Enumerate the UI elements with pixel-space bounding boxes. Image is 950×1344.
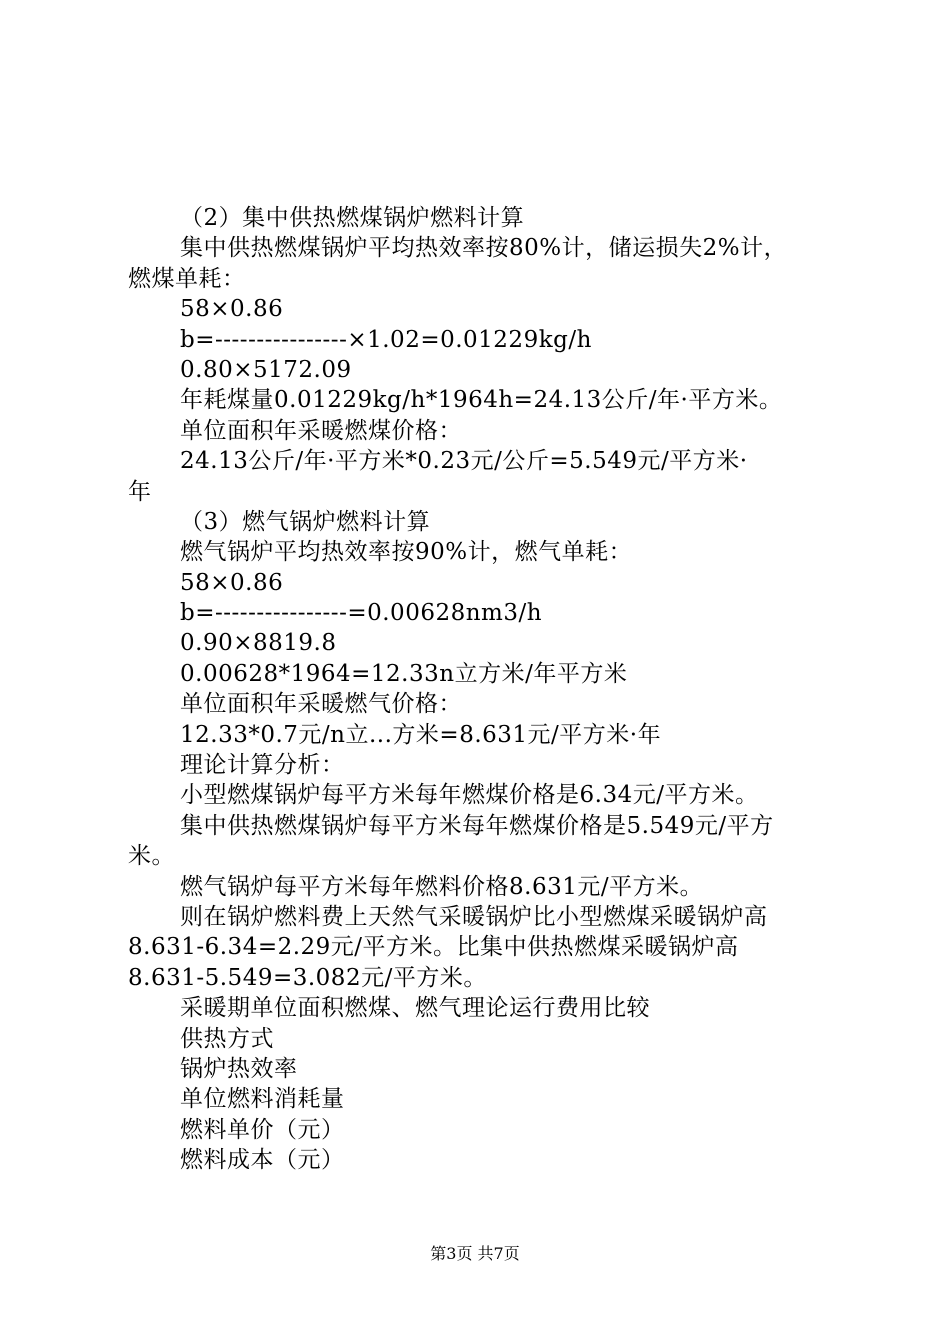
- paragraph-line: 0.00628*1964=12.33n立方米/年平方米: [180, 660, 628, 687]
- table-header-cell: 燃料成本（元）: [180, 1147, 345, 1174]
- formula-denominator: 0.80×5172.09: [180, 356, 352, 383]
- table-caption: 采暖期单位面积燃煤、燃气理论运行费用比较: [180, 995, 650, 1022]
- paragraph-line: 燃气锅炉每平方米每年燃料价格8.631元/平方米。: [180, 873, 704, 900]
- paragraph-line: 8.631-6.34=2.29元/平方米。比集中供热燃煤采暖锅炉高: [128, 934, 739, 961]
- document-body: [128, 203, 833, 1176]
- formula-line: b=----------------=0.00628nm3/h: [180, 600, 543, 627]
- paragraph-line: 集中供热燃煤锅炉每平方米每年燃煤价格是5.549元/平方: [180, 812, 774, 839]
- table-header-cell: 单位燃料消耗量: [180, 1086, 345, 1113]
- page-footer: 第3页 共7页: [430, 1244, 520, 1263]
- heading-analysis: 理论计算分析：: [180, 752, 345, 779]
- formula-line: b=----------------×1.02=0.01229kg/h: [180, 326, 592, 353]
- table-header-cell: 燃料单价（元）: [180, 1116, 345, 1143]
- paragraph-line: 12.33*0.7元/n立...方米=8.631元/平方米·年: [180, 721, 662, 748]
- paragraph-line: 单位面积年采暖燃气价格：: [180, 691, 462, 718]
- paragraph-line: 集中供热燃煤锅炉平均热效率按80%计，储运损失2%计，: [180, 235, 788, 262]
- formula-denominator: 0.90×8819.8: [180, 630, 337, 657]
- paragraph-line: 小型燃煤锅炉每平方米每年燃煤价格是6.34元/平方米。: [180, 782, 759, 809]
- table-header-cell: 锅炉热效率: [180, 1055, 298, 1082]
- paragraph-line: 24.13公斤/年·平方米*0.23元/公斤=5.549元/平方米·: [180, 448, 748, 475]
- paragraph-line: 米。: [128, 843, 175, 870]
- formula-numerator: 58×0.86: [180, 296, 284, 323]
- paragraph-line: 年: [128, 478, 152, 505]
- heading-gas: （3）燃气锅炉燃料计算: [180, 508, 431, 535]
- paragraph-line: 年耗煤量0.01229kg/h*1964h=24.13公斤/年·平方米。: [180, 387, 783, 414]
- paragraph-line: 燃煤单耗：: [128, 265, 246, 292]
- paragraph-line: 则在锅炉燃料费上天然气采暖锅炉比小型燃煤采暖锅炉高: [180, 903, 768, 930]
- heading-coal-central: （2）集中供热燃煤锅炉燃料计算: [180, 205, 525, 231]
- paragraph-line: 8.631-5.549=3.082元/平方米。: [128, 964, 487, 991]
- formula-numerator: 58×0.86: [180, 569, 284, 596]
- paragraph-line: 燃气锅炉平均热效率按90%计，燃气单耗：: [180, 539, 633, 566]
- paragraph-line: 单位面积年采暖燃煤价格：: [180, 417, 462, 444]
- table-header-cell: 供热方式: [180, 1025, 274, 1052]
